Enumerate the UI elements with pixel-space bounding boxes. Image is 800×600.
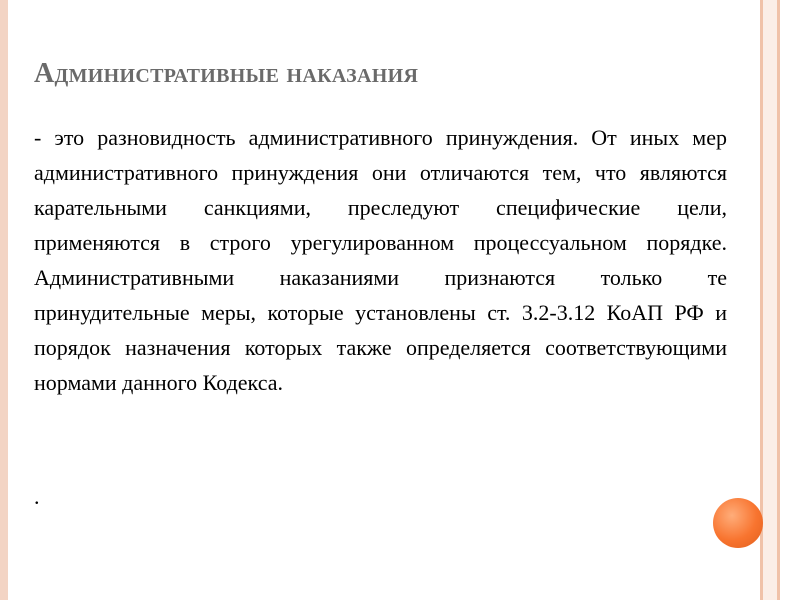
slide-title: Административные наказания	[34, 58, 419, 89]
right-decorative-border	[760, 0, 780, 600]
orange-circle-decoration	[713, 498, 763, 548]
left-decorative-border	[0, 0, 8, 600]
bullet-dot: .	[34, 484, 40, 509]
slide-body-text: - это разновидность административного принуждения. От иных мер административного принуждения они отличаются тем, что являются карательными санкциями, преследуют специфические цели, применяются в строго урегулированном процессуальном порядке. Административными наказаниями признаются только те принудительные меры, которые установлены ст. 3.2-3.12 КоАП РФ и порядок назначения которых также определяется соответствующими нормами данного Кодекса.	[34, 125, 727, 395]
